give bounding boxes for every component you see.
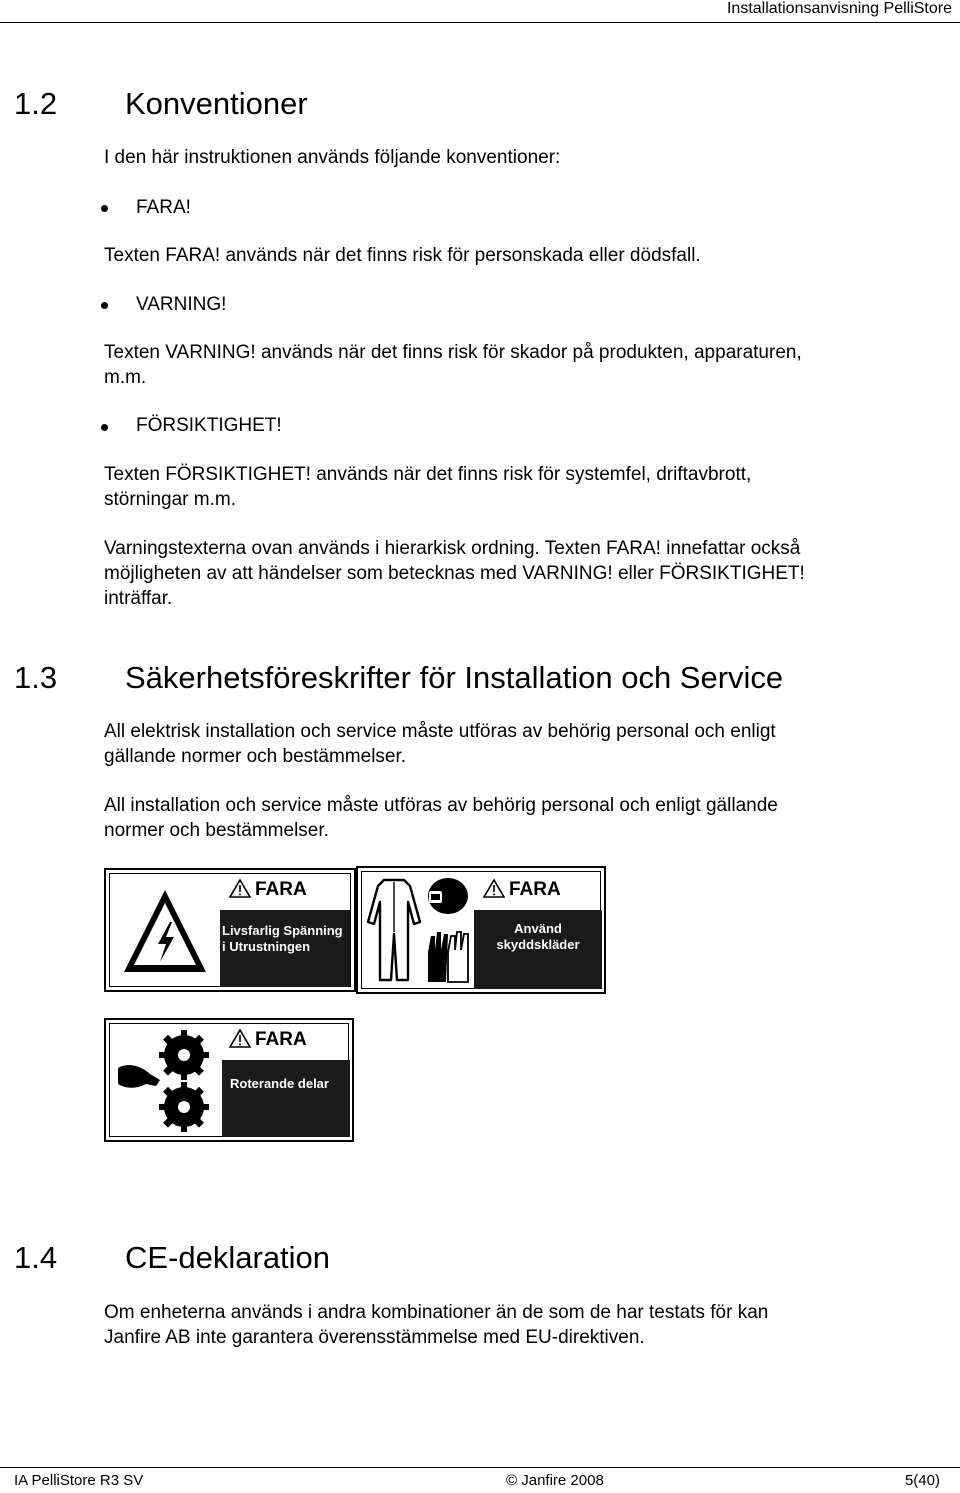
section-title: Konventioner (125, 86, 308, 121)
sign-heading: FARA (509, 879, 561, 900)
sign-heading-row (222, 874, 352, 910)
hierarchy-note-line3: inträffar. (104, 588, 173, 609)
gloves-icon (424, 926, 472, 984)
page-header-title: Installationsanvisning PelliStore (726, 0, 952, 17)
varning-description-line2: m.m. (104, 367, 147, 388)
varning-description-line1: Texten VARNING! används när det finns risk för skador på produkten, apparaturen, (104, 342, 802, 363)
ce-para-line1: Om enheterna används i andra kombinationer än de som de har testats för kan (104, 1302, 769, 1323)
bullet-icon (101, 302, 108, 309)
section-1-4-heading (14, 1240, 914, 1280)
footer-divider (0, 1467, 960, 1468)
copyright-icon: © (506, 1472, 518, 1489)
hierarchy-note-line2: möjligheten av att händelser som betecknas med VARNING! eller FÖRSIKTIGHET! (104, 563, 805, 584)
safety-para2-line2: normer och bestämmelser. (104, 820, 329, 841)
sign-text-line2: i Utrustningen (222, 939, 311, 954)
warning-triangle-icon (229, 879, 251, 898)
sign-heading: FARA (255, 1029, 307, 1050)
sign-text-panel (220, 910, 350, 987)
face-shield-icon (426, 876, 470, 916)
safety-para2-line1: All installation och service måste utföras av behörig personal och enligt gällande (104, 795, 778, 816)
coverall-icon (364, 876, 424, 988)
high-voltage-icon (120, 886, 210, 978)
forsiktighet-description-line1: Texten FÖRSIKTIGHET! används när det finns risk för systemfel, driftavbrott, (104, 464, 752, 485)
safety-para1-line2: gällande normer och bestämmelser. (104, 746, 407, 767)
warning-triangle-icon (229, 1029, 251, 1048)
sign-heading: FARA (255, 879, 307, 900)
footer-document-id: IA PelliStore R3 SV (14, 1472, 144, 1489)
bullet-label-forsiktighet: FÖRSIKTIGHET! (136, 415, 282, 436)
sign-text-line1: Livsfarlig Spänning (222, 923, 343, 938)
sign-text-line1: Roterande delar (230, 1076, 329, 1091)
warning-triangle-icon (483, 879, 505, 898)
sign-text-panel (222, 1060, 350, 1137)
footer-copyright-text: Janfire 2008 (521, 1472, 604, 1489)
footer-page-number: 5(40) (904, 1472, 940, 1489)
sign-text-line1: Använd (514, 921, 562, 936)
fara-description: Texten FARA! används när det finns risk för personskada eller dödsfall. (104, 245, 701, 266)
bullet-label-fara: FARA! (136, 197, 191, 218)
section-title: CE-deklaration (125, 1240, 331, 1275)
safety-para1-line1: All elektrisk installation och service måste utföras av behörig personal och enligt (104, 721, 776, 742)
sign-heading-row (222, 1024, 352, 1060)
warning-sign-high-voltage (104, 868, 356, 992)
section-1-3-heading (14, 660, 914, 700)
section-title: Säkerhetsföreskrifter för Installation och Service (125, 660, 784, 695)
intro-text: I den här instruktionen används följande konventioner: (104, 147, 561, 168)
section-number: 1.3 (14, 660, 58, 695)
bullet-label-varning: VARNING! (136, 294, 227, 315)
bullet-icon (101, 205, 108, 212)
sign-text-panel (474, 910, 602, 989)
footer-copyright (506, 1472, 604, 1489)
warning-sign-rotating-parts (104, 1018, 354, 1142)
section-number: 1.2 (14, 86, 58, 121)
bullet-icon (101, 424, 108, 431)
section-1-2-heading (14, 86, 914, 126)
hierarchy-note-line1: Varningstexterna ovan används i hierarkisk ordning. Texten FARA! innefattar också (104, 538, 801, 559)
forsiktighet-description-line2: störningar m.m. (104, 489, 236, 510)
section-number: 1.4 (14, 1240, 58, 1275)
warning-sign-protective-clothing (356, 866, 606, 994)
header-divider (0, 22, 960, 23)
ce-para-line2: Janfire AB inte garantera överensstämmelse med EU-direktiven. (104, 1327, 645, 1348)
sign-heading-row (476, 874, 602, 910)
rotating-parts-icon (116, 1028, 216, 1134)
sign-text-line2: skyddskläder (496, 937, 580, 952)
